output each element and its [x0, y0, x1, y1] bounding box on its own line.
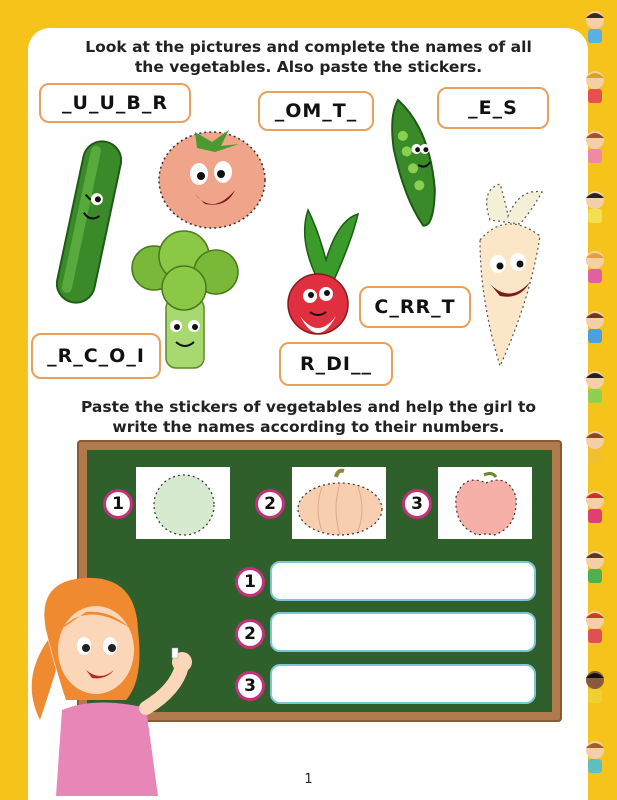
wordbox-broccoli[interactable]: _R_C_O_I	[31, 333, 161, 379]
answer-field-1[interactable]	[270, 561, 536, 601]
sticker-slot-2[interactable]	[292, 467, 386, 539]
apple-icon	[438, 467, 532, 539]
sticker-slot-3[interactable]	[438, 467, 532, 539]
girl-illustration	[26, 570, 206, 796]
instruction-line-2: the vegetables. Also paste the stickers.	[134, 58, 483, 76]
answer-number-3: 3	[235, 671, 265, 701]
sticker-number-2: 2	[255, 489, 285, 519]
instruction-line-4: write the names according to their numbers.	[112, 418, 505, 436]
kid-icon	[580, 548, 610, 590]
wordbox-cucumber[interactable]: _U_U_B_R	[39, 83, 191, 123]
kid-icon	[580, 488, 610, 530]
kid-icon	[580, 188, 610, 230]
cabbage-icon	[136, 467, 230, 539]
answer-number-1: 1	[235, 567, 265, 597]
kid-icon	[580, 308, 610, 350]
broccoli-icon	[124, 228, 244, 370]
answer-field-3[interactable]	[270, 664, 536, 704]
sticker-number-1: 1	[103, 489, 133, 519]
page-number: 1	[304, 772, 313, 787]
tomato-icon	[155, 120, 269, 232]
instruction-line-3: Paste the stickers of vegetables and help the girl to	[80, 398, 537, 416]
radish-icon	[278, 200, 384, 350]
wordbox-radish[interactable]: R_DI__	[279, 342, 393, 386]
sticker-slot-1[interactable]	[136, 467, 230, 539]
kid-icon	[580, 128, 610, 170]
wordbox-peas[interactable]: _E_S	[437, 87, 549, 129]
carrot-icon	[450, 180, 564, 370]
answer-field-2[interactable]	[270, 612, 536, 652]
peas-icon	[388, 94, 440, 234]
instruction-line-1: Look at the pictures and complete the names of all	[85, 38, 532, 56]
answer-number-2: 2	[235, 619, 265, 649]
wordbox-tomato[interactable]: _OM_T_	[258, 91, 374, 131]
kid-icon	[580, 608, 610, 650]
kid-icon	[580, 248, 610, 290]
sticker-number-3: 3	[402, 489, 432, 519]
pumpkin-icon	[292, 467, 386, 539]
wordbox-carrot[interactable]: C_RR_T	[359, 286, 471, 328]
kid-icon	[580, 668, 610, 710]
cucumber-icon	[56, 136, 122, 308]
